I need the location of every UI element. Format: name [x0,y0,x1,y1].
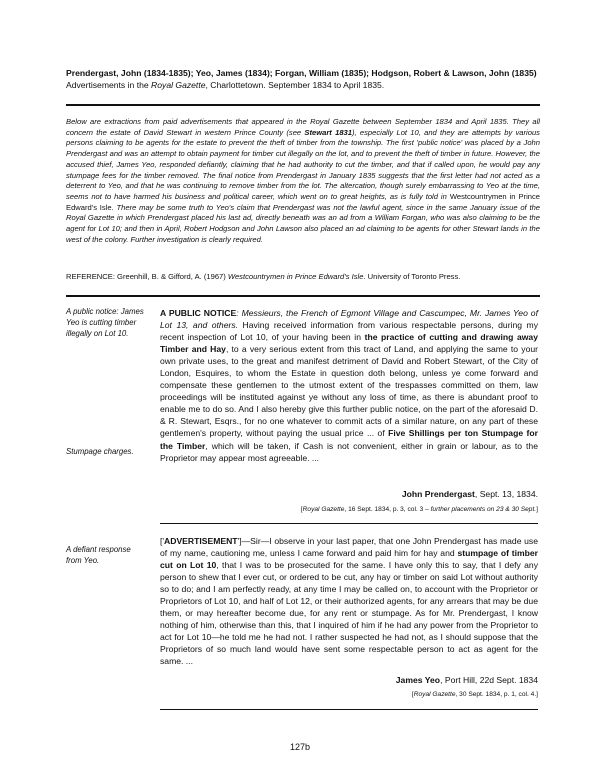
page-number: 127b [289,742,311,752]
sidenote-public-notice: A public notice: James Yeo is cutting timber illegally on Lot 10. [66,307,144,338]
entry2-text-2: , that I was to be prosecuted for the same. I have only this to say, that I defy any person to shew that I ever cut, or ordered to be cut, any hay or timber on said Lot without authority so to do; and I am perfectly ready, at any time I may be called on, to account with the Proprietor or Proprietors of Lot 10, and half of Lot 12, or their authorized agents, for any arrears that may be due them, or may hereafter become due, for any rent or stumpage. As for Mr. Prendergast, I know nothing of him, otherwise than this, that I inquired of him if he had any power from the Proprietor to act for Lot 10—he told me he had not. I rather suspected he had not, as I should suppose that the Proprietors of so much land would have sent some respectable person to act as agent for the same. ... [160,560,538,667]
reference-pre: REFERENCE: Greenhill, B. & Gifford, A. (1967) [66,272,228,281]
entry1-signature-name: John Prendergast [401,489,475,499]
entry1-signature-date: , Sept. 13, 1834. [474,489,538,499]
reference-post: . University of Toronto Press. [363,272,461,281]
intro-book-title: Westcountrymen in Prince Edward's Isle [66,191,540,212]
entry2-citation-publication: Royal Gazette [413,691,456,698]
entry1-text-2: , to a very serious extent from this tract of Land, and applying the same to your own private uses, to the great and manifest detriment of David and Robert Stewart, of the City of London, Esquires, to whom the Estate in question doth belong, unless ye come forward and compensate these gentlemen to the utmost extent of the trespasses committed on them, law proceedings will be instituted against ye without any loss of time, as there is abundant proof to enable me to do so. And I also hereby give this further public notice, on the part of the aforesaid D. & R. Stewart, Esqrs., for no one whatever to commit acts of a similar nature, on any part of these gentlemen's property, without paying the usual price ... of [160,344,538,439]
sidenote-stumpage: Stumpage charges. [66,447,134,456]
intro-text-3: . There may be some truth to Yeo's claim that Prendergast was not the lawful agent, since in the same January issue of the Royal Gazette in which Prendergast placed his last ad, directly beneath was an ad from a William Forgan, who was also claiming to be the agent for Lot 10; and then in April, Robert Hodgson and John Lawson also placed an ad claiming to be agents for other Stewart lands in the west of the colony. Further investigation is clearly required. [66,202,541,244]
intro-text-2: ), especially Lot 10, and they are attempts by various persons claiming to be agents for the estate to prevent the theft of timber from the township. The first 'public notice' was placed by a John Prendergast and was an attempt to obtain payment for timber cut illegally on the lot, and to prevent the theft of timber in future. However, the accused thief, James Yeo, responded defiantly, claiming that he had authority to cut the timber, and that if called upon, he would pay any stumpage fees for the timber removed. The final notice from Prendergast in January 1835 suggests that the first letter had not acted as a deterrent to Yeo, and that he was continuing to remove timber from the lot. The altercation, though surely embarrassing to Yeo at the time, seems not to have harmed his business and political career, which went on to great heights, as is fully told in [66,127,540,201]
reference-line [66,272,540,283]
intro-paragraph [66,117,540,245]
entry2-signature-date: , Port Hill, 22d Sept. 1834 [440,675,538,685]
entry-public-notice [160,307,538,464]
header-divider [66,104,540,106]
entry1-text-1: Having received information from various respectable persons, during my recent inspection of Lot 10, of your having been in [160,320,539,343]
entry1-citation-details: , 16 Sept. 1834, p. 3, col. 3 – [344,506,431,513]
intro-text-1: Below are extractions from paid advertisements that appeared in the Royal Gazette between September 1834 and April 1835. They all concern the estate of David Stewart in western Prince County (see [66,117,540,137]
entry2-signature-name: James Yeo [395,675,441,685]
intro-cross-reference: Stewart 1831 [304,127,352,137]
reference-title: Westcountrymen in Prince Edward's Isle [227,272,364,281]
header-desc-pre: Advertisements in the [66,80,152,91]
reference-divider [66,295,540,297]
entry2-emphasis-1: stumpage of timber cut on Lot 10 [160,548,538,571]
header-desc-post: , Charlottetown. September 1834 to April 1835. [205,80,385,91]
entry2-title: ADVERTISEMENT [164,536,238,546]
entry-advertisement [160,535,538,668]
header-publication: Royal Gazette [151,80,206,91]
entry1-emphasis-2: Five Shillings per ton Stumpage for the Timber [160,428,538,451]
entry1-citation-note: further placements on 23 & 30 Sept. [430,506,537,513]
sidenote-defiant-response: A defiant response from Yeo. [66,545,131,565]
entry1-citation-publication: Royal Gazette [302,506,345,513]
document-header [66,67,540,92]
header-names: Prendergast, John (1834-1835); Yeo, James (1834); Forgan, William (1835); Hodgson, Robert & Lawson, John (1835) [66,68,537,78]
entry1-emphasis-1: the practice of cutting and drawing away Timber and Hay [160,332,538,355]
entry2-citation: [Royal Gazette, 30 Sept. 1834, p. 1, col. 4.] [411,691,538,698]
entry1-signature [402,489,538,499]
entry1-citation: [Royal Gazette, 16 Sept. 1834, p. 3, col. 3 – further placements on 23 & 30 Sept.] [300,506,538,513]
entry2-text-1: ']—Sir—I observe in your last paper, that one John Prendergast has made use of my name, cautioning me, unless I came forward and paid him for hay and [160,536,538,559]
entry1-text-3: , which will be taken, if Cash is not convenient, either in grain or labour, as to the Proprietor may appear most agreeable. ... [160,440,538,463]
bottom-divider [160,709,538,710]
entry1-title: A PUBLIC NOTICE [160,308,237,318]
entry1-addressees: : Messieurs, the French of Egmont Village and Cascumpec, Mr. James Yeo of Lot 13, and others. [160,308,538,331]
entry2-citation-details: , 30 Sept. 1834, p. 1, col. 4. [455,691,537,698]
entry-divider [160,523,538,524]
entry2-signature [396,675,538,685]
entry2-lead: [' [160,536,165,546]
